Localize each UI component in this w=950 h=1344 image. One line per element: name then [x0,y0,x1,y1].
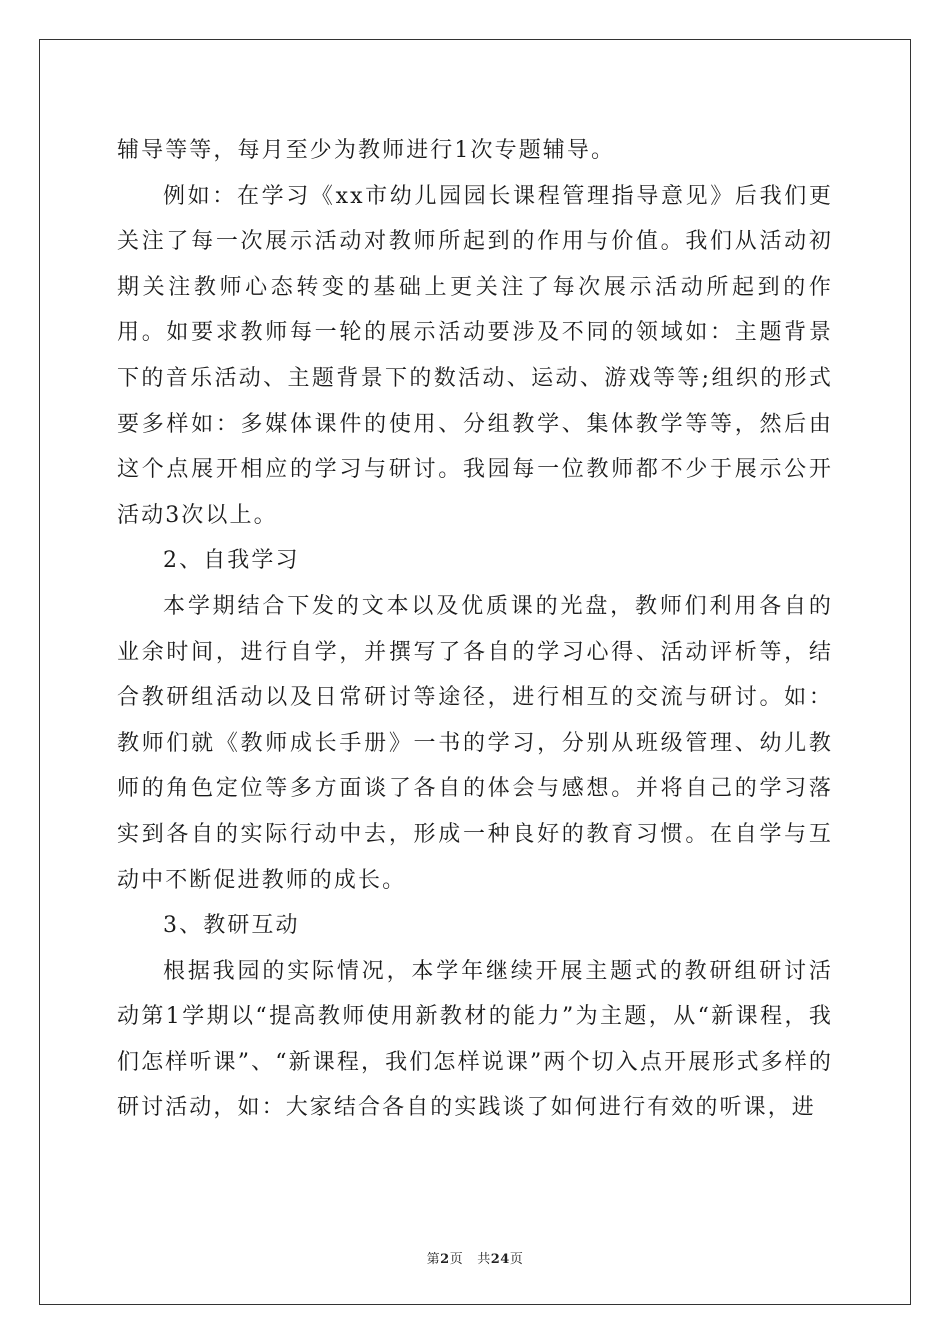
paragraph: 辅导等等，每月至少为教师进行1次专题辅导。 [117,138,616,163]
total-suffix: 页 [509,1252,524,1267]
page-prefix: 第 [426,1252,441,1267]
paragraph: 根据我园的实际情况，本学年继续开展主题式的教研组研讨活动第1学期以“提高教师使用新教材的能力”为主题，从“新课程，我们怎样听课”、“新课程，我们怎样说课”两个切入点开展形式多样的研讨活动，如：大家结合各自的实践谈了如何进行有效的听课，进 [117,958,833,1121]
total-prefix: 共 [477,1252,491,1267]
page-suffix: 页 [449,1252,464,1267]
page-current: 2 [440,1252,450,1267]
document-body [117,128,833,1131]
page-total: 24 [490,1252,510,1267]
section-heading: 3、教研互动 [163,913,300,939]
page-footer [0,1248,950,1267]
section-heading: 2、自我学习 [163,548,300,574]
paragraph: 例如：在学习《xx市幼儿园园长课程管理指导意见》后我们更关注了每一次展示活动对教师所起到的作用与价值。我们从活动初期关注教师心态转变的基础上更关注了每次展示活动所起到的作用。如要求教师每一轮的展示活动要涉及不同的领域如：主题背景下的音乐活动、主题背景下的数活动、运动、游戏等等;组织的形式要多样如：多媒体课件的使用、分组教学、集体教学等等，然后由这个点展开相应的学习与研讨。我园每一位教师都不少于展示公开活动3次以上。 [117,183,833,528]
paragraph: 本学期结合下发的文本以及优质课的光盘，教师们利用各自的业余时间，进行自学，并撰写了各自的学习心得、活动评析等，结合教研组活动以及日常研讨等途径，进行相互的交流与研讨。如：教师们就《教师成长手册》一书的学习，分别从班级管理、幼儿教师的角色定位等多方面谈了各自的体会与感想。并将自己的学习落实到各自的实际行动中去，形成一种良好的教育习惯。在自学与互动中不断促进教师的成长。 [117,593,833,893]
